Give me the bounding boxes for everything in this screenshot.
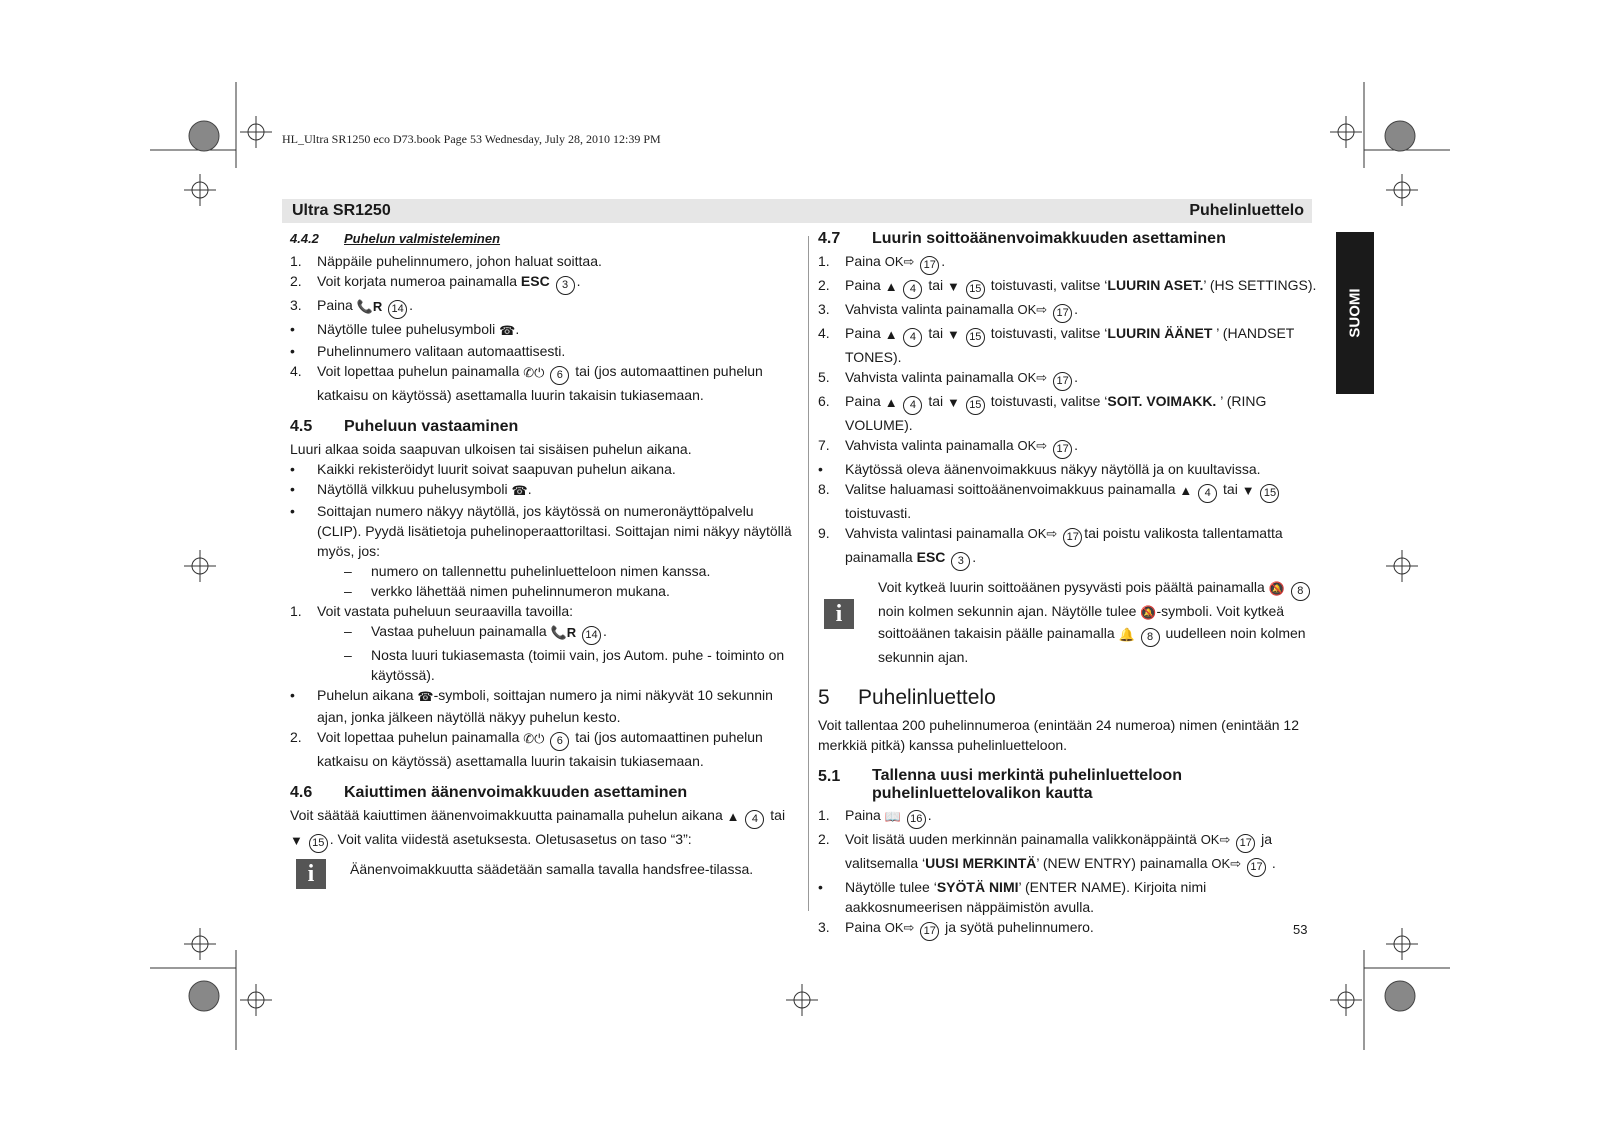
call-symbol-icon: ☎ — [499, 323, 516, 338]
list-item: 2. Voit lopettaa puhelun painamalla ✆⏻ 6 tai (jos automaattinen puhelun katkaisu on käytössä) asettamalla luurin takaisin tukiasemaan. — [290, 729, 763, 769]
list-item: 2. Voit lisätä uuden merkinnän painamalla valikkonäppäintä OK⇨ 17 ja valitsemalla ‘UUSI MERKINTÄ’ (NEW ENTRY) painamalla OK⇨ 17 . — [818, 829, 1318, 877]
list-item: • Kaikki rekisteröidyt luurit soivat saapuvan puhelun aikana. — [290, 461, 676, 477]
ok-arrow-key-icon: OK⇨ — [1211, 856, 1242, 871]
key-number-badge: 17 — [1053, 304, 1072, 323]
list-item: – numero on tallennettu puhelinluetteloon nimen kanssa. — [344, 563, 711, 579]
list-item: 1. Paina OK⇨ 17 . — [818, 251, 1318, 275]
ok-arrow-key-icon: OK⇨ — [1027, 526, 1058, 541]
key-number-badge: 4 — [903, 328, 922, 347]
list-item: – verkko lähettää nimen puhelinnumeron mukana. — [344, 583, 670, 599]
right-column — [818, 229, 1318, 941]
page-number: 53 — [1293, 922, 1308, 937]
key-number-badge: 3 — [556, 276, 575, 295]
book-info-line: HL_Ultra SR1250 eco D73.book Page 53 Wednesday, July 28, 2010 12:39 PM — [282, 132, 661, 146]
call-symbol-icon: ☎ — [511, 483, 528, 498]
down-arrow-icon: ▼ — [290, 833, 303, 848]
list-item: 9. Vahvista valintasi painamalla OK⇨ 17 tai poistu valikosta tallentamatta painamalla ESC 3 . — [818, 523, 1318, 571]
info-note: i Voit kytkeä luurin soittoäänen pysyvästi pois päältä painamalla 🔕 8 noin kolmen sekunnin ajan. Näytölle tulee 🔕-symboli. Voit kytkeä soittoäänen takaisin päälle painamalla 🔔 8 uudelleen noin kolmen sekunnin ajan. — [818, 577, 1318, 667]
list-item: 4. Paina ▲ 4 tai ▼ 15 toistuvasti, valitse ‘LUURIN ÄÄNET ’ (HANDSET TONES). — [818, 325, 1295, 365]
list-item: 1. Paina 📖 16 . — [818, 805, 1318, 829]
up-arrow-icon: ▲ — [884, 279, 898, 294]
heading-4-7: 4.7 Luurin soittoäänenvoimakkuuden asettaminen — [818, 230, 1226, 247]
list-item: 2. Voit korjata numeroa painamalla ESC 3 . — [290, 271, 795, 295]
list-item: 5. Vahvista valinta painamalla OK⇨ 17 . — [818, 367, 1318, 391]
phonebook-key-icon: 📖 — [884, 809, 901, 824]
key-number-badge: 4 — [745, 810, 764, 829]
key-number-badge: 17 — [1063, 528, 1082, 547]
ring-on-key-icon: 🔔 — [1118, 627, 1135, 642]
down-arrow-icon: ▼ — [947, 327, 960, 342]
heading-5: 5 Puhelinluettelo — [818, 686, 996, 709]
call-symbol-icon: ☎ — [417, 689, 434, 704]
key-number-badge: 15 — [309, 834, 328, 853]
left-column — [290, 229, 795, 887]
key-number-badge: 14 — [582, 626, 601, 645]
up-arrow-icon: ▲ — [884, 395, 898, 410]
header-section: Puhelinluettelo — [1189, 202, 1304, 219]
paragraph: Luuri alkaa soida saapuvan ulkoisen tai sisäisen puhelun aikana. — [290, 441, 692, 457]
ring-off-key-icon: 🔕 — [1268, 581, 1285, 596]
list-item: 7. Vahvista valinta painamalla OK⇨ 17 . — [818, 435, 1318, 459]
key-number-badge: 6 — [550, 732, 569, 751]
ok-arrow-key-icon: OK⇨ — [1017, 370, 1048, 385]
list-item: – Vastaa puheluun painamalla 📞R 14 . — [290, 621, 795, 645]
key-number-badge: 6 — [550, 366, 569, 385]
key-number-badge: 15 — [966, 280, 985, 299]
list-item: • Näytöllä vilkkuu puhelusymboli ☎. — [290, 479, 795, 501]
heading-4-4-2: 4.4.2 Puhelun valmisteleminen — [290, 231, 501, 246]
list-item: 1. Näppäile puhelinnumero, johon haluat soittaa. — [290, 253, 602, 269]
list-item: 6. Paina ▲ 4 tai ▼ 15 toistuvasti, valitse ‘SOIT. VOIMAKK. ’ (RING VOLUME). — [818, 393, 1267, 433]
info-icon: i — [824, 599, 854, 629]
list-item: • Soittajan numero näkyy näytöllä, jos käytössä on numeronäyttöpalvelu (CLIP). Pyydä lisätietoja puhelinoperaattoriltasi. Soittajan nimi näkyy näytöllä myös, jos: — [290, 503, 792, 559]
key-number-badge: 17 — [920, 922, 939, 941]
down-arrow-icon: ▼ — [947, 395, 960, 410]
key-number-badge: 4 — [1198, 484, 1217, 503]
ok-arrow-key-icon: OK⇨ — [1200, 832, 1231, 847]
ok-arrow-key-icon: OK⇨ — [1017, 438, 1048, 453]
paragraph: Voit säätää kaiuttimen äänenvoimakkuutta painamalla puhelun aikana ▲ 4 tai ▼ 15 . Voit valita viidestä asetuksesta. Oletusasetus on taso “3”: — [290, 805, 795, 853]
key-number-badge: 4 — [903, 396, 922, 415]
down-arrow-icon: ▼ — [1241, 483, 1255, 498]
key-number-badge: 8 — [1141, 628, 1160, 647]
list-item: • Puhelinnumero valitaan automaattisesti. — [290, 343, 566, 359]
list-item: 3. Paina 📞R 14 . — [290, 295, 795, 319]
list-item: 2. Paina ▲ 4 tai ▼ 15 toistuvasti, valitse ‘LUURIN ASET.’ (HS SETTINGS). — [818, 275, 1318, 299]
key-number-badge: 8 — [1291, 582, 1310, 601]
call-r-key-icon: 📞R — [356, 299, 383, 314]
key-number-badge: 16 — [907, 810, 926, 829]
list-item: • Näytölle tulee puhelusymboli ☎. — [290, 319, 795, 341]
key-number-badge: 17 — [920, 256, 939, 275]
ok-arrow-key-icon: OK⇨ — [1017, 302, 1048, 317]
heading-5-1: 5.1 Tallenna uusi merkintä puhelinluetteloon puhelinluettelovalikon kautta — [818, 767, 1182, 802]
list-item: 8. Valitse haluamasi soittoäänenvoimakkuus painamalla ▲ 4 tai ▼ 15 toistuvasti. — [818, 479, 1318, 523]
language-tab — [1336, 232, 1374, 394]
info-icon: i — [296, 859, 326, 889]
up-arrow-icon: ▲ — [884, 327, 898, 342]
key-number-badge: 14 — [388, 300, 407, 319]
up-arrow-icon: ▲ — [726, 809, 740, 824]
list-item: 4. Voit lopettaa puhelun painamalla ✆⏻ 6 tai (jos automaattinen puhelun katkaisu on käytössä) asettamalla luurin takaisin tukiasemaan. — [290, 363, 763, 403]
list-item: • Puhelun aikana ☎-symboli, soittajan numero ja nimi näkyvät 10 sekunnin ajan, jonka jälkeen näytöllä näkyy puhelun kesto. — [290, 687, 773, 725]
key-number-badge: 17 — [1053, 372, 1072, 391]
key-number-badge: 17 — [1053, 440, 1072, 459]
list-item: • Näytölle tulee ‘SYÖTÄ NIMI’ (ENTER NAME). Kirjoita nimi aakkosnumeerisen näppäimistön avulla. — [818, 879, 1207, 915]
language-tab-label: SUOMI — [1346, 288, 1364, 338]
list-item: 3. Paina OK⇨ 17 ja syötä puhelinnumero. — [818, 917, 1318, 941]
bell-off-icon: 🔕 — [1140, 605, 1157, 620]
header-product: Ultra SR1250 — [292, 202, 391, 219]
column-divider — [808, 236, 809, 911]
list-item: 1. Voit vastata puheluun seuraavilla tavoilla: — [290, 603, 574, 619]
page-header — [282, 199, 1312, 223]
end-power-key-icon: ✆⏻ — [523, 731, 545, 746]
list-item: • Käytössä oleva äänenvoimakkuus näkyy näytöllä ja on kuultavissa. — [818, 461, 1261, 477]
key-number-badge: 4 — [903, 280, 922, 299]
heading-4-5: 4.5 Puheluun vastaaminen — [290, 418, 519, 435]
key-number-badge: 17 — [1236, 834, 1255, 853]
end-power-key-icon: ✆⏻ — [523, 365, 545, 380]
heading-4-6: 4.6 Kaiuttimen äänenvoimakkuuden asettaminen — [290, 784, 688, 801]
info-note: i Äänenvoimakkuutta säädetään samalla tavalla handsfree-tilassa. — [290, 859, 795, 879]
paragraph: Voit tallentaa 200 puhelinnumeroa (enintään 24 numeroa) nimen (enintään 12 merkkiä pitkä) kanssa puhelinluetteloon. — [818, 717, 1300, 753]
key-number-badge: 17 — [1247, 858, 1266, 877]
key-number-badge: 3 — [951, 552, 970, 571]
call-r-key-icon: 📞R — [550, 625, 577, 640]
key-number-badge: 15 — [1260, 484, 1279, 503]
up-arrow-icon: ▲ — [1179, 483, 1193, 498]
down-arrow-icon: ▼ — [947, 279, 960, 294]
key-number-badge: 15 — [966, 328, 985, 347]
ok-arrow-key-icon: OK⇨ — [884, 254, 915, 269]
list-item: 3. Vahvista valinta painamalla OK⇨ 17 . — [818, 299, 1318, 323]
list-item: – Nosta luuri tukiasemasta (toimii vain, jos Autom. puhe - toiminto on käytössä). — [344, 647, 785, 683]
ok-arrow-key-icon: OK⇨ — [884, 920, 915, 935]
key-number-badge: 15 — [966, 396, 985, 415]
